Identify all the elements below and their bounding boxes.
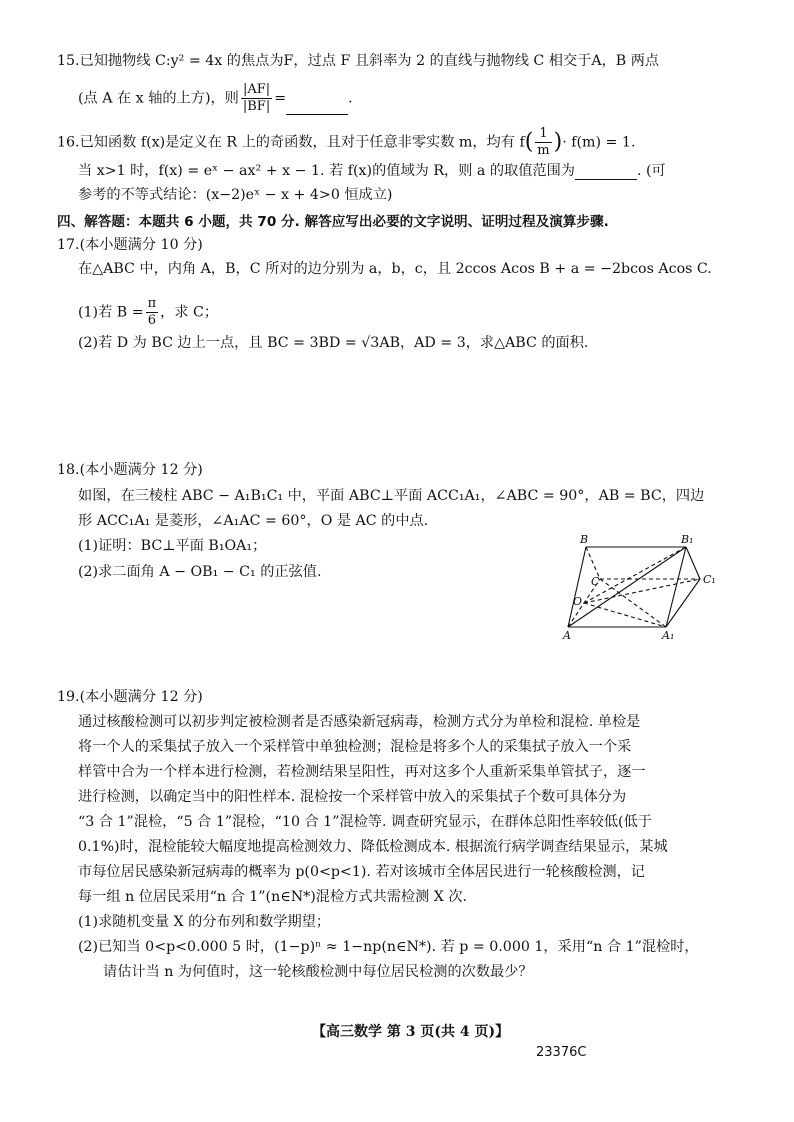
label-A1: A₁: [662, 629, 675, 642]
q16-paren-close: ): [553, 129, 563, 155]
q15-frac-num: |AF|: [241, 82, 272, 99]
q15-answer-blank: [286, 100, 348, 115]
label-O: O: [573, 595, 583, 608]
q16-line1: [57, 126, 635, 159]
q18-stem2: 形 ACC₁A₁ 是菱形，∠A₁AC = 60°，O 是 AC 的中点.: [78, 513, 429, 529]
q16-line2: [78, 162, 666, 180]
q19-part1: (1)求随机变量 X 的分布列和数学期望；: [78, 914, 331, 930]
q16-line2-end: . (可: [637, 163, 666, 179]
edge-O-C1: [584, 579, 700, 603]
q18-stem1: 如图，在三棱柱 ABC − A₁B₁C₁ 中，平面 ABC⊥平面 ACC₁A₁，∠ABC = 90°，AB = BC，四边: [78, 488, 705, 504]
q17-stem: 在△ABC 中，内角 A，B，C 所对的边分别为 a，b，c，且 2ccos Acos B + a = −2bcos Acos C.: [78, 261, 712, 277]
q16-frac-num: 1: [535, 126, 551, 143]
q19-line-4: 进行检测，以确定当中的阳性样本. 混检按一个采样管中放入的采集拭子个数可具体分为: [78, 789, 627, 805]
q17-part1-pre: (1)若 B =: [78, 304, 144, 321]
q19-line-8: 每一组 n 位居民采用“n 合 1”(n∈N*)混检方式共需检测 X 次.: [78, 889, 468, 905]
q15-fraction: [241, 82, 272, 115]
q17-part1-post: ，求 C；: [160, 304, 219, 321]
q17-header: 17.(本小题满分 10 分): [57, 237, 203, 253]
q19-line-7: 市每位居民感染新冠病毒的概率为 p(0<p<1). 若对该城市全体居民进行一轮核酸检测，记: [78, 864, 645, 880]
q15-line2: [78, 82, 353, 115]
q16-paren-open: (: [524, 129, 534, 155]
q17-part1: [78, 296, 218, 329]
q19-line-6: 0.1%)时，混检能较大幅度地提高检测效力、降低检测成本. 根据流行病学调查结果显示，某城: [78, 839, 668, 855]
edge-A-B1: [568, 547, 686, 627]
edge-C-A1: [600, 579, 666, 627]
q19-line-5: “3 合 1”混检，“5 合 1”混检，“10 合 1”混检等. 调查研究显示，在群体总阳性率较低(低于: [78, 814, 652, 830]
q17-frac-den: 6: [147, 313, 157, 328]
exam-code: 23376C: [536, 1045, 587, 1060]
q16-frac-den: m: [537, 143, 550, 158]
q16-line3: 参考的不等式结论：(x−2)eˣ − x + 4>0 恒成立): [78, 187, 393, 203]
page-footer: 【高三数学 第 3 页(共 4 页)】: [312, 1024, 510, 1040]
edge-O-A1: [584, 603, 666, 627]
q15-frac-den: |BF|: [242, 99, 271, 114]
label-A: A: [563, 629, 571, 642]
q15-line2-pre: (点 A 在 x 轴的上方)，则: [78, 90, 239, 107]
q15-line1: 15.已知抛物线 C:y² = 4x 的焦点为F，过点 F 且斜率为 2 的直线与抛物线 C 相交于A，B 两点: [57, 53, 660, 69]
q18-part1: (1)证明：BC⊥平面 B₁OA₁；: [78, 538, 267, 554]
label-B1: B₁: [681, 533, 694, 546]
edge-B1-C1: [686, 547, 700, 579]
q16-answer-blank: [575, 165, 637, 180]
edge-A1-C1: [666, 579, 700, 627]
q17-fraction: [146, 296, 159, 329]
q19-header: 19.(本小题满分 12 分): [57, 689, 203, 705]
q16-line1-post: · f(m) = 1.: [562, 134, 636, 151]
q15-end: .: [348, 90, 353, 107]
q18-part2: (2)求二面角 A − OB₁ − C₁ 的正弦值.: [78, 564, 322, 580]
q16-line2-text: 当 x>1 时，f(x) = eˣ − ax² + x − 1. 若 f(x)的值域为 R，则 a 的取值范围为: [78, 163, 575, 179]
label-C1: C₁: [703, 573, 716, 586]
section4-heading: 四、解答题：本题共 6 小题，共 70 分. 解答应写出必要的文字说明、证明过程及演算步骤.: [57, 214, 609, 230]
q17-part2: (2)若 D 为 BC 边上一点，且 BC = 3BD = √3AB，AD = 3，求△ABC 的面积.: [78, 335, 589, 351]
q19-line-3: 样管中合为一个样本进行检测，若检测结果呈阳性，再对这多个人重新采集单管拭子，逐一: [78, 764, 646, 780]
q19-part2-cont: 请估计当 n 为何值时，这一轮核酸检测中每位居民检测的次数最少？: [103, 964, 533, 980]
edge-A-B: [568, 547, 586, 627]
q18-header: 18.(本小题满分 12 分): [57, 462, 203, 478]
q19-part2: (2)已知当 0<p<0.000 5 时，(1−p)ⁿ ≈ 1−np(n∈N*). 若 p = 0.000 1，采用“n 合 1”混检时，: [78, 939, 699, 955]
q16-fraction: [535, 126, 551, 159]
q19-line-1: 通过核酸检测可以初步判定被检测者是否感染新冠病毒，检测方式分为单检和混检. 单检是: [78, 714, 641, 730]
q16-line1-pre: 16.已知函数 f(x)是定义在 R 上的奇函数，且对于任意非零实数 m，均有 f: [57, 134, 525, 151]
q17-frac-num: π: [147, 296, 157, 311]
q19-line-2: 将一个人的采集拭子放入一个采样管中单独检测；混检是将多个人的采集拭子放入一个采: [78, 739, 632, 755]
prism-figure: [560, 533, 720, 645]
label-B: B: [580, 533, 589, 546]
q15-equals: =: [274, 90, 287, 107]
label-C: C: [591, 575, 600, 588]
